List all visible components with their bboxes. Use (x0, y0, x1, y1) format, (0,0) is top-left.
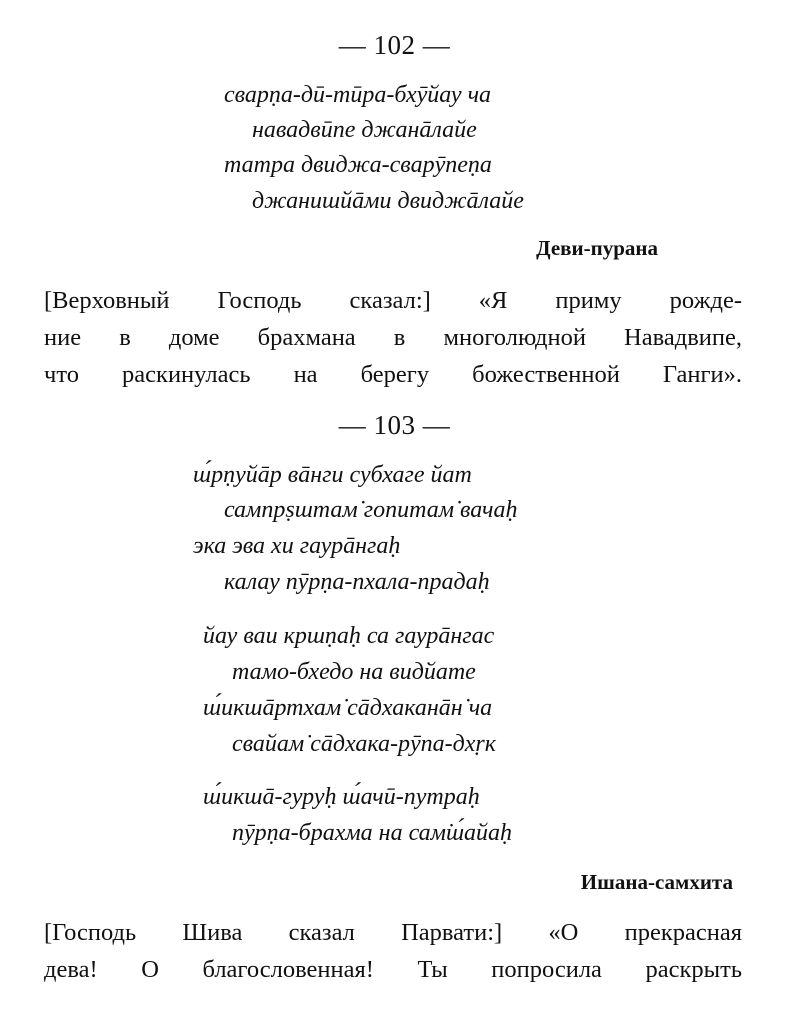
translation-103 (44, 914, 742, 988)
verse-103-line-3: эка эва хи гаурāнгаḥ (193, 533, 401, 559)
verse-102-line-2: навадвӣпе джанāлайе (252, 117, 477, 143)
verse-102-line-1: сварṇа-дӣ-тӣра-бхӯйау ча (224, 82, 492, 108)
verse-number-103: — 103 — (338, 410, 451, 440)
source-ishana-samhita: Ишана-самхита (580, 870, 733, 894)
verse-103-line-4: калау пӯрṇа-пхала-прадаḥ (224, 569, 490, 595)
translation-102-line-1: [Верховный Господь сказал:] «Я приму рожде- (44, 287, 742, 314)
verse-103-line-9: ш́икшā-гуруḥ ш́ачӣ-путраḥ (203, 784, 480, 810)
verse-102-line-4: джанишйāми двиджāлайе (252, 188, 524, 214)
translation-103-line-2: дева! О благословенная! Ты попросила раскрыть (44, 956, 742, 983)
verse-number-102: — 102 — (338, 30, 451, 60)
verse-102-line-3: татра двиджа-сварӯпеṇа (224, 152, 492, 178)
translation-103-line-1: [Господь Шива сказал Парвати:] «О прекрасная (44, 919, 742, 946)
verse-103-line-10: пӯрṇа-брахма на сам̇ш́айаḥ (232, 820, 513, 846)
translation-102-line-2: ние в доме брахмана в многолюдной Навадвипе, (44, 324, 742, 351)
verse-103-line-8: свайам̇ сāдхака-рӯпа-дхṛк (232, 731, 496, 757)
translation-102-line-3: что раскинулась на берегу божественной Ганги». (44, 361, 742, 388)
verse-103-line-5: йау ваи кршṇаḥ са гаурāнгас (203, 623, 495, 649)
verse-103-line-6: тамо-бхедо на видйате (232, 659, 476, 685)
verse-103-line-7: ш́икшāртхам̇ сāдхаканāн̇ ча (203, 695, 493, 721)
translation-102 (44, 282, 742, 393)
source-devi-purana: Деви-пурана (536, 236, 658, 260)
verse-103-line-2: сампрṣштам̇ гопитам̇ вачаḥ (224, 497, 518, 523)
verse-103-line-1: ш́рṇуйāр вāнги субхаге йат (193, 462, 472, 488)
